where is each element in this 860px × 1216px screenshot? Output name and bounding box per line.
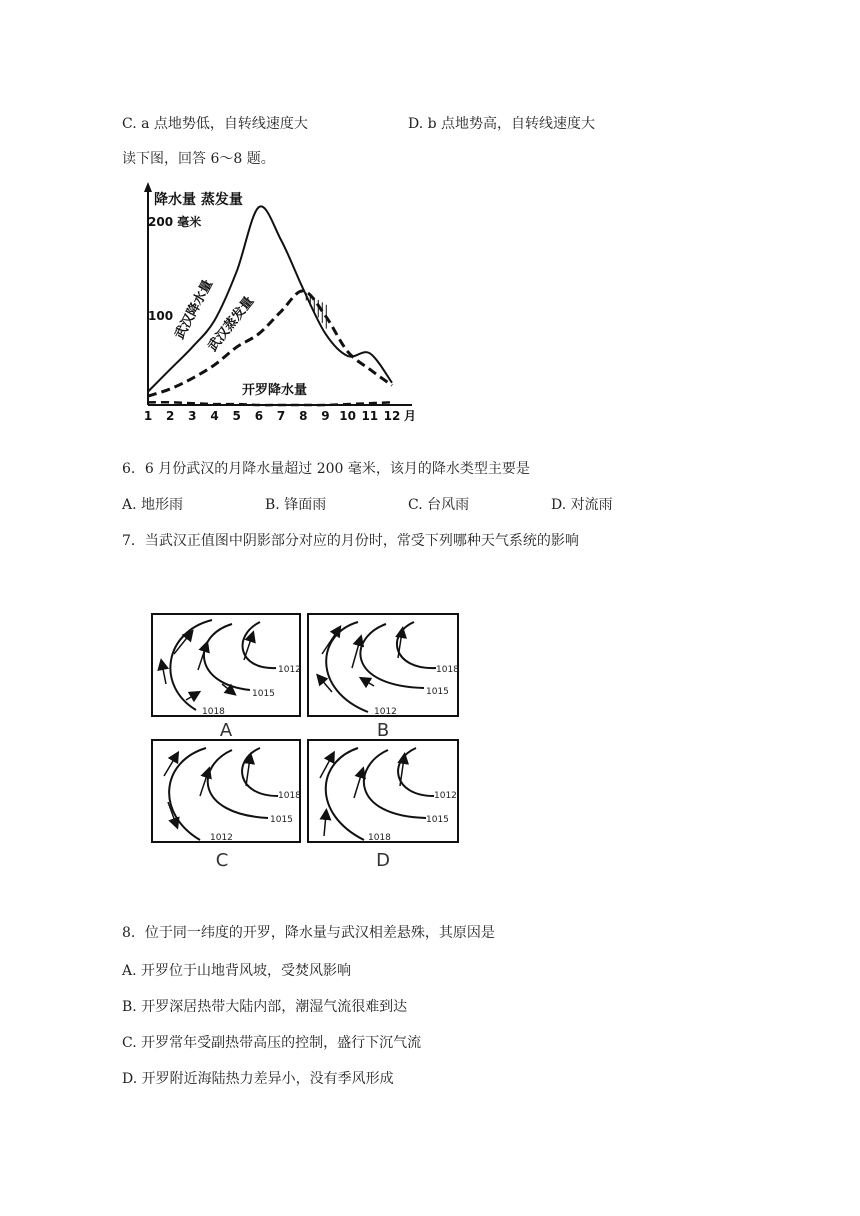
map-b-wind-arrow bbox=[352, 640, 360, 668]
map-b-isobar-outer bbox=[326, 622, 368, 712]
series-label-cairo-precip: 开罗降水量 bbox=[242, 383, 308, 398]
map-a bbox=[152, 614, 301, 741]
q6-option-c: C. 台风雨 bbox=[408, 497, 470, 513]
x-tick-label: 10 bbox=[339, 409, 356, 423]
q8-option-b: B. 开罗深居热带大陆内部，潮湿气流很难到达 bbox=[122, 999, 408, 1015]
map-d-isobar-1015: 1015 bbox=[426, 815, 449, 825]
map-d-isobar-inner bbox=[398, 748, 434, 796]
map-a-wind-arrow bbox=[186, 694, 196, 700]
map-c-isobar-mid bbox=[208, 750, 268, 818]
q6-stem: 6．6 月份武汉的月降水量超过 200 毫米，该月的降水类型主要是 bbox=[122, 461, 530, 477]
map-c-wind-arrow bbox=[200, 772, 208, 796]
y-tick-200: 200 毫米 bbox=[148, 215, 202, 229]
series-line-wuhan-evap bbox=[148, 291, 392, 396]
map-a-isobar-1018: 1018 bbox=[202, 707, 225, 717]
q8-stem: 8．位于同一纬度的开罗，降水量与武汉相差悬殊，其原因是 bbox=[122, 925, 495, 941]
map-a-label: A bbox=[219, 720, 233, 741]
map-a-wind-arrow bbox=[162, 664, 166, 684]
map-b-isobar-inner bbox=[397, 622, 436, 668]
x-tick-label: 1 bbox=[143, 409, 153, 423]
series-line-wuhan-precip bbox=[148, 206, 392, 391]
map-d-wind-arrow bbox=[324, 814, 326, 836]
map-b-isobar-1018: 1018 bbox=[436, 665, 459, 675]
precip-evap-chart bbox=[142, 180, 422, 430]
map-a-isobar-1012: 1012 bbox=[278, 665, 301, 675]
map-c-isobar-1012: 1012 bbox=[210, 833, 233, 843]
map-d-isobar-1018: 1018 bbox=[368, 833, 391, 843]
q8-option-a: A. 开罗位于山地背风坡，受焚风影响 bbox=[122, 963, 352, 979]
x-tick-label: 11 bbox=[361, 409, 379, 423]
q8-option-d: D. 开罗附近海陆热力差异小，没有季风形成 bbox=[122, 1071, 394, 1087]
map-b-label: B bbox=[376, 720, 390, 741]
map-b-wind-arrow bbox=[364, 680, 374, 686]
x-tick-label: 8 bbox=[299, 409, 308, 423]
q6-option-d: D. 对流雨 bbox=[551, 497, 613, 513]
q6-option-a: A. 地形雨 bbox=[122, 497, 184, 513]
map-a-isobar-mid bbox=[204, 624, 250, 690]
map-c-isobar-1015: 1015 bbox=[270, 815, 293, 825]
map-d-label: D bbox=[376, 850, 390, 871]
x-unit: 月 bbox=[404, 409, 417, 423]
map-b-isobar-1015: 1015 bbox=[426, 687, 449, 697]
map-d-wind-arrow bbox=[320, 756, 332, 778]
series-label-wuhan-precip: 武汉降水量 bbox=[172, 277, 217, 342]
x-tick-label: 5 bbox=[232, 409, 241, 423]
map-c-wind-arrow bbox=[246, 758, 250, 786]
map-c bbox=[152, 740, 301, 871]
map-b bbox=[308, 614, 459, 741]
weather-system-maps bbox=[148, 612, 468, 874]
map-c-label: C bbox=[215, 850, 229, 871]
q6-option-b: B. 锋面雨 bbox=[265, 497, 327, 513]
map-d bbox=[308, 740, 458, 871]
x-tick-label: 12 bbox=[383, 409, 401, 423]
series-label-wuhan-evap: 武汉蒸发量 bbox=[205, 293, 258, 355]
x-tick-labels bbox=[144, 409, 401, 423]
x-tick-label: 7 bbox=[276, 409, 286, 423]
q7-stem: 7．当武汉正值图中阴影部分对应的月份时，常受下列哪种天气系统的影响 bbox=[122, 533, 579, 549]
x-tick-label: 2 bbox=[166, 409, 175, 423]
map-d-isobar-outer bbox=[326, 748, 364, 840]
map-d-isobar-1012: 1012 bbox=[434, 791, 457, 801]
map-b-isobar-1012: 1012 bbox=[374, 707, 397, 717]
chart-title: 降水量 蒸发量 bbox=[154, 192, 243, 208]
intro-text: 读下图，回答 6～8 题。 bbox=[122, 151, 275, 167]
map-a-isobar-1015: 1015 bbox=[252, 689, 275, 699]
map-a-wind-arrow bbox=[244, 636, 252, 660]
map-b-wind-arrow bbox=[322, 630, 338, 654]
y-axis-arrow bbox=[144, 182, 152, 192]
map-d-isobar-mid bbox=[364, 750, 426, 818]
x-tick-label: 3 bbox=[188, 409, 197, 423]
x-tick-label: 4 bbox=[210, 409, 219, 423]
option-d-prev: D. b 点地势高，自转线速度大 bbox=[408, 116, 596, 132]
map-b-isobar-mid bbox=[360, 624, 424, 688]
map-a-isobar-inner bbox=[243, 622, 276, 668]
x-tick-label: 9 bbox=[321, 409, 330, 423]
map-c-isobar-1018: 1018 bbox=[278, 791, 301, 801]
map-d-wind-arrow bbox=[354, 772, 362, 798]
option-c-prev: C. a 点地势低，自转线速度大 bbox=[122, 116, 308, 132]
q8-option-c: C. 开罗常年受副热带高压的控制，盛行下沉气流 bbox=[122, 1035, 422, 1051]
y-tick-100: 100 bbox=[148, 309, 174, 323]
x-tick-label: 6 bbox=[254, 409, 264, 423]
